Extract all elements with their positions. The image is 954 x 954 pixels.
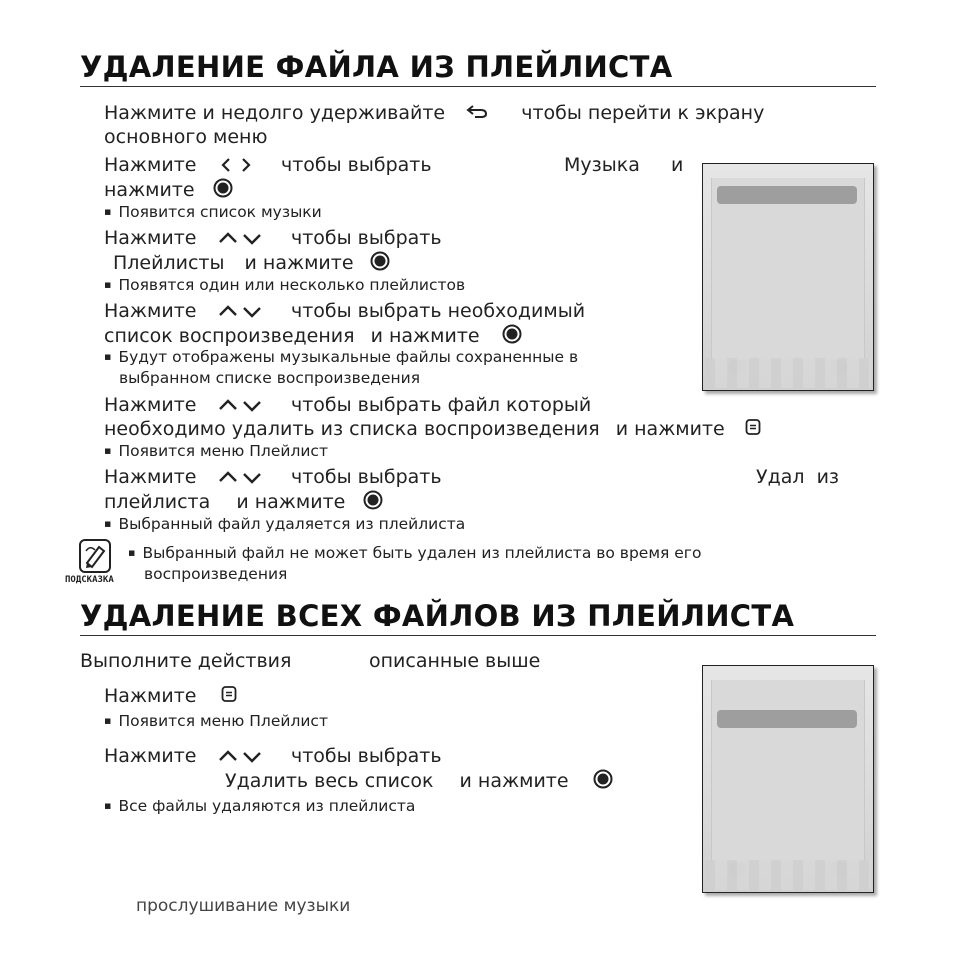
- s2-step2-select: чтобы выбрать: [291, 745, 442, 767]
- step2-music: Музыка: [564, 154, 640, 176]
- step3-note: ▪ Появятся один или несколько плейлистов: [104, 276, 465, 294]
- up-down-chevrons-icon: [216, 303, 266, 323]
- screen-bottom-bar: [705, 860, 871, 890]
- step6-line2: плейлиста и нажмите: [104, 490, 383, 515]
- back-arrow-icon: [465, 103, 489, 125]
- section-title-delete-all: УДАЛЕНИЕ ВСЕХ ФАЙЛОВ ИЗ ПЛЕЙЛИСТА: [80, 599, 795, 633]
- s2-step1-note: ▪ Появится меню Плейлист: [104, 712, 328, 730]
- left-right-chevrons-icon: [220, 156, 254, 178]
- s2-step2-press: Нажмите: [104, 745, 197, 767]
- select-button-icon: [370, 251, 390, 276]
- screen-list-area: [711, 178, 865, 360]
- intro-text-a: Выполните действия: [80, 650, 292, 672]
- screen-bottom-bar: [705, 358, 871, 388]
- step4-note-line1: ▪ Будут отображены музыкальные файлы сохраненные в: [104, 348, 578, 366]
- step4-press: Нажмите: [104, 300, 197, 322]
- step2-press: Нажмите: [104, 154, 197, 176]
- step5-select: чтобы выбрать файл который: [291, 394, 592, 416]
- step4-select: чтобы выбрать необходимый: [291, 300, 586, 322]
- up-down-chevrons-icon: [216, 748, 266, 768]
- hint-pencil-icon: [79, 539, 111, 573]
- step6-press: Нажмите: [104, 466, 197, 488]
- select-button-icon: [363, 490, 383, 515]
- step1-line1: Нажмите и недолго удерживайте чтобы перейти к экрану: [104, 102, 765, 124]
- step3-line2: Плейлисты и нажмите: [113, 251, 390, 276]
- step2-and: и: [671, 154, 684, 176]
- step5-press: Нажмите: [104, 394, 197, 416]
- s2-step2-note: ▪ Все файлы удаляются из плейлиста: [104, 797, 415, 815]
- device-screen-music: [702, 163, 874, 391]
- step5-line2: необходимо удалить из списка воспроизведения и нажмите: [104, 418, 761, 441]
- select-button-icon: [502, 324, 522, 349]
- s2-step1-line: Нажмите: [104, 685, 237, 708]
- screen-highlight-bar: [717, 710, 857, 728]
- step4-note-line2: выбранном списке воспроизведения: [119, 369, 421, 387]
- hint-label: ПОДСКАЗКА: [65, 575, 114, 585]
- select-button-icon: [213, 178, 233, 203]
- screen-highlight-bar: [717, 186, 857, 204]
- step3-press: Нажмите: [104, 227, 197, 249]
- intro-text-b: описанные выше: [369, 650, 541, 672]
- hint-text-line2: воспроизведения: [144, 565, 288, 583]
- step4-line2: список воспроизведения и нажмите: [104, 324, 522, 349]
- step3-select: чтобы выбрать: [291, 227, 442, 249]
- up-down-chevrons-icon: [216, 469, 266, 489]
- title-rule: [80, 86, 876, 87]
- step1-line2: основного меню: [104, 126, 268, 148]
- step6-note: ▪ Выбранный файл удаляется из плейлиста: [104, 515, 465, 533]
- up-down-chevrons-icon: [216, 230, 266, 250]
- step6-select: чтобы выбрать: [291, 466, 442, 488]
- s2-step2-line2: Удалить весь список и нажмите: [225, 769, 613, 794]
- screen-list-area: [711, 680, 865, 862]
- menu-button-icon: [745, 418, 761, 441]
- up-down-chevrons-icon: [216, 397, 266, 417]
- step2-select: чтобы выбрать: [281, 154, 432, 176]
- step5-note: ▪ Появится меню Плейлист: [104, 442, 328, 460]
- step2-note: ▪ Появится список музыки: [104, 203, 322, 221]
- step6-delete-from: Удал из: [756, 466, 840, 488]
- menu-button-icon: [221, 685, 237, 708]
- section-title-delete-file: УДАЛЕНИЕ ФАЙЛА ИЗ ПЛЕЙЛИСТА: [80, 50, 673, 84]
- device-screen-playlist-menu: [702, 665, 874, 893]
- step2-line2: нажмите: [104, 178, 233, 203]
- select-button-icon: [593, 769, 613, 794]
- hint-text-line1: ▪ Выбранный файл не может быть удален из плейлиста во время его: [128, 544, 701, 562]
- title-rule: [80, 635, 876, 636]
- page-footer: прослушивание музыки: [136, 896, 351, 916]
